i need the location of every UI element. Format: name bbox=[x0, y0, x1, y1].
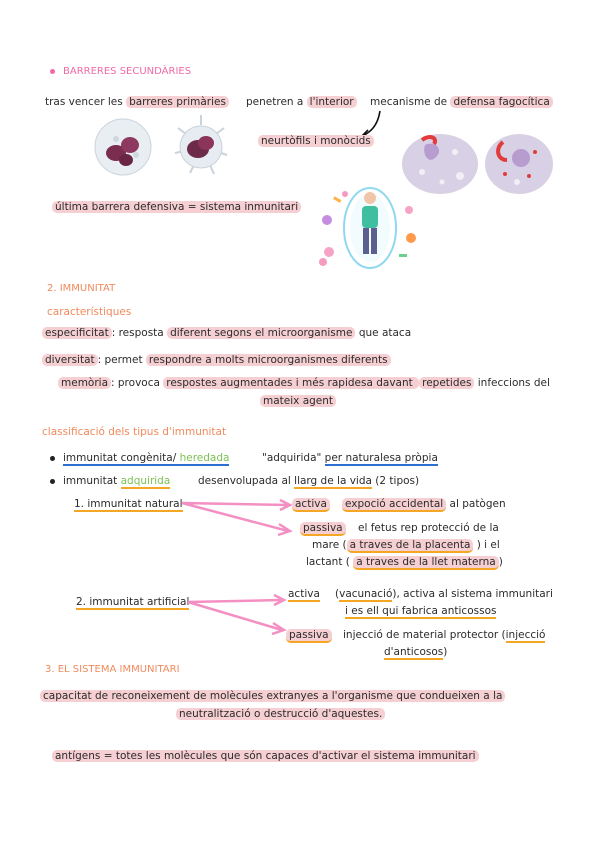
natural-passiva-desc-3: lactant ( a traves de la llet materna ) bbox=[306, 556, 503, 568]
bullet-icon bbox=[50, 69, 55, 74]
memoria-line: memòria : provoca respostes augmentades i més rapidesa davant repetides infeccions del bbox=[58, 376, 550, 390]
phagocyte-cell-icon-2 bbox=[483, 130, 555, 195]
artificial-passiva-desc-2: d'anticosos) bbox=[384, 646, 448, 658]
section-barreres-title: BARRERES SECUNDÀRIES bbox=[50, 65, 191, 79]
natural-activa: activa bbox=[292, 497, 330, 511]
natural-passiva-desc-2: mare ( a traves de la placenta ) i el bbox=[312, 539, 500, 551]
capacitat-line-1: capacitat de reconeixement de molècules extranyes a l'organisme que condueixen a la bbox=[40, 689, 505, 703]
natural-passiva: passiva bbox=[300, 521, 346, 535]
diversitat-line: diversitat : permet respondre a molts microorganismes diferents bbox=[42, 353, 391, 367]
mecanisme-text: mecanisme de defensa fagocítica bbox=[370, 95, 553, 109]
artificial-passiva: passiva bbox=[286, 628, 332, 642]
capacitat-line-2: neutralització o destrucció d'aquestes. bbox=[176, 707, 385, 721]
natural-activa-desc: expoció accidental al patògen bbox=[342, 497, 506, 511]
ultima-barrera-line: última barrera defensiva = sistema inmunitari bbox=[52, 200, 301, 214]
barreres-line: tras vencer les barreres primàries bbox=[45, 95, 229, 109]
especificitat-line: especificitat : resposta diferent segons el microorganisme que ataca bbox=[42, 326, 411, 340]
neutrofils-label: neurtòfils i monòcids bbox=[258, 134, 374, 148]
desenvolupada-text: desenvolupada al llarg de la vida (2 tipos) bbox=[198, 475, 420, 487]
artificial-activa-desc-2: i es ell qui fabrica anticossos bbox=[345, 605, 497, 617]
penetren-text: penetren a l'interior bbox=[246, 95, 357, 109]
section-sistema-title: 3. EL SISTEMA IMMUNITARI bbox=[45, 664, 180, 675]
section-immunitat-title: 2. IMMUNITAT bbox=[47, 283, 116, 294]
natural-passiva-desc-1: el fetus rep protecció de la bbox=[358, 522, 499, 534]
artificial-passiva-desc-1: injecció de material protector (injecció bbox=[343, 629, 546, 641]
bullet-icon bbox=[50, 456, 55, 461]
immunitat-artificial: 2. immunitat artificial bbox=[76, 596, 190, 608]
caracteristiques-title: característiques bbox=[47, 306, 132, 318]
artificial-activa: activa bbox=[288, 588, 320, 600]
immunitat-natural: 1. immunitat natural bbox=[74, 498, 183, 510]
adquirida-bullet: immunitat adquirida bbox=[50, 474, 170, 488]
adquirida-naturalesa: "adquirida" per naturalesa pròpia bbox=[262, 452, 438, 464]
memoria-line-2: mateix agent bbox=[260, 394, 336, 408]
monocyte-cell-icon bbox=[170, 113, 232, 178]
immune-person-illustration bbox=[315, 180, 425, 272]
natural-arrows-icon bbox=[180, 495, 295, 540]
congenita-bullet: immunitat congènita/ heredada bbox=[50, 451, 229, 465]
antigens-line: antígens = totes les molècules que són capaces d'activar el sistema immunitari bbox=[52, 749, 479, 763]
bullet-icon bbox=[50, 479, 55, 484]
neutrophil-cell-icon bbox=[88, 115, 158, 180]
artificial-arrows-icon bbox=[186, 588, 290, 638]
artificial-activa-desc-1: (vacunació), activa al sistema immunitari bbox=[335, 588, 553, 600]
classificacio-title: classificació dels tipus d'immunitat bbox=[42, 426, 227, 438]
